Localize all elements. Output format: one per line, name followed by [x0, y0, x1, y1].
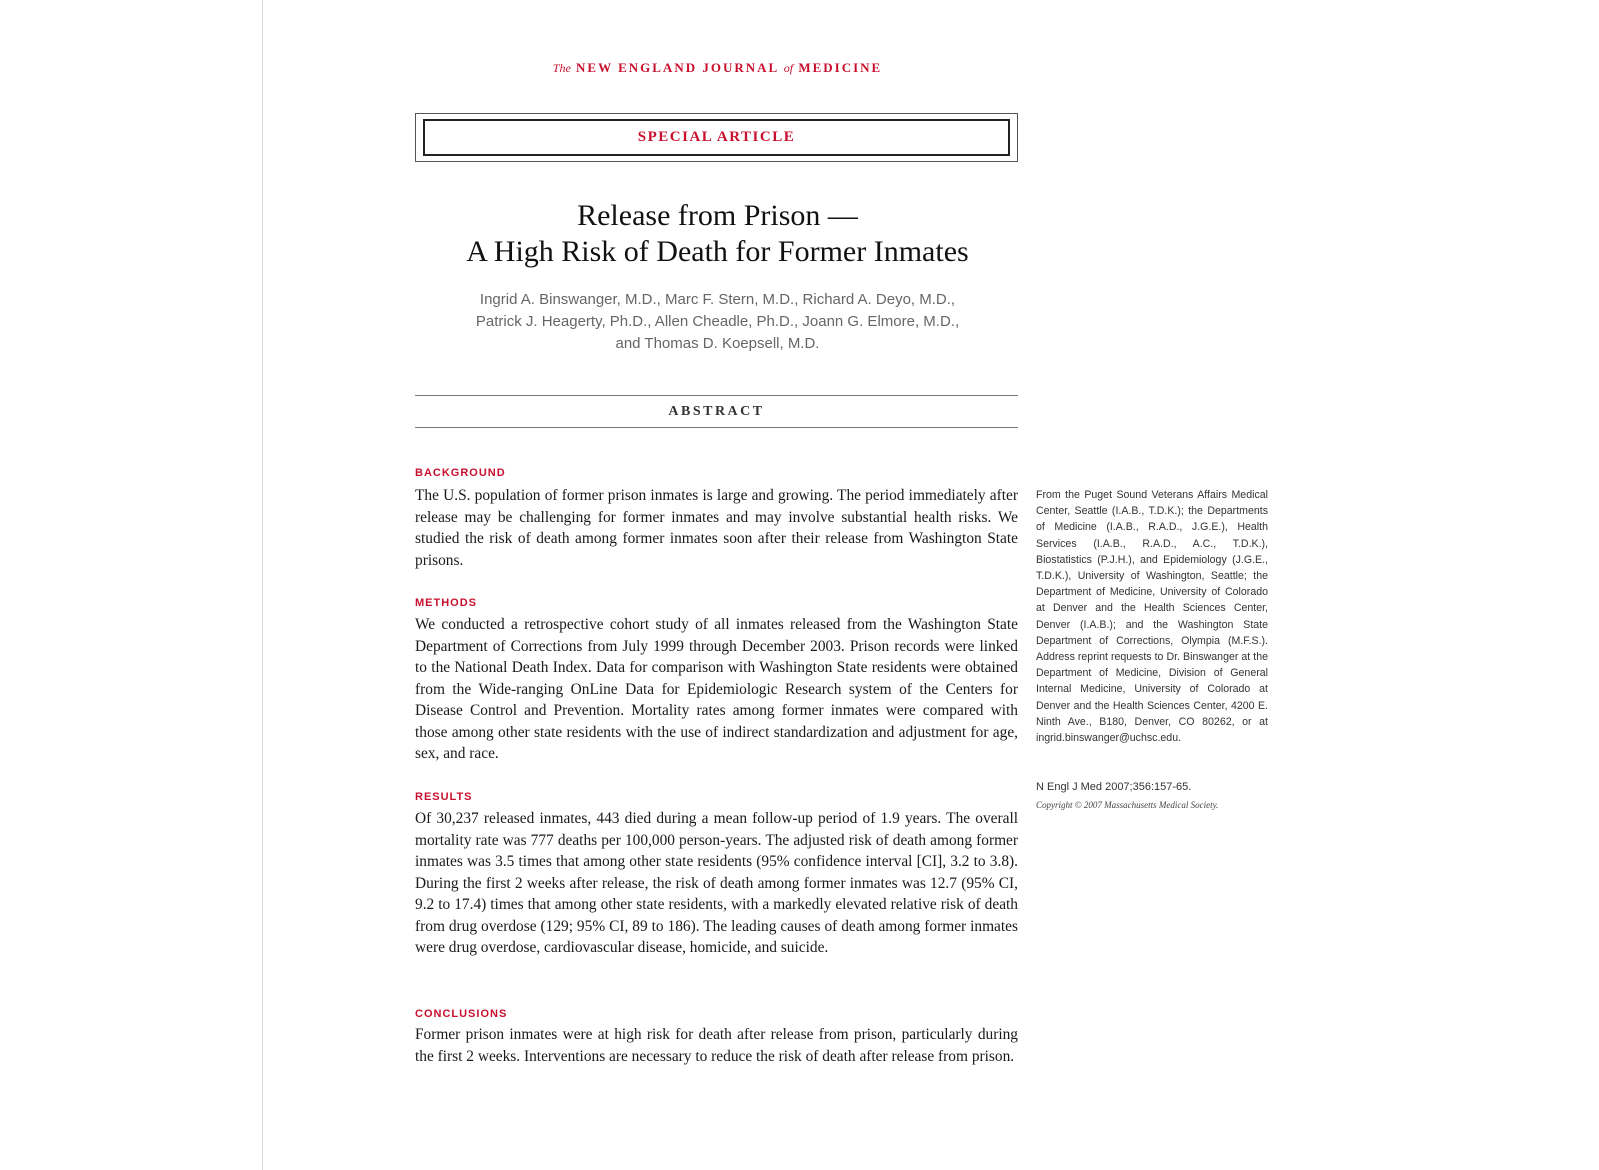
background-text: The U.S. population of former prison inmates is large and growing. The period immediately after release may be challenging for former inmates and may involve substantial health risks. We studied the risk of death among former inmates soon after their release from Washington State prisons.	[415, 487, 1018, 569]
article-title-line1: Release from Prison —	[577, 199, 858, 232]
results-heading: RESULTS	[415, 791, 473, 803]
copyright-notice: Copyright © 2007 Massachusetts Medical Society.	[1036, 800, 1219, 810]
conclusions-heading: CONCLUSIONS	[415, 1008, 508, 1020]
journal-name-part2: MEDICINE	[798, 60, 883, 75]
article-title	[415, 198, 1020, 270]
methods-heading: METHODS	[415, 597, 477, 609]
journal-prefix: The	[552, 61, 571, 75]
conclusions-text: Former prison inmates were at high risk for death after release from prison, particularly during the first 2 weeks. Interventions are necessary to reduce the risk of death after release from prison.	[415, 1026, 1018, 1065]
author-affiliations: From the Puget Sound Veterans Affairs Medical Center, Seattle (I.A.B., T.D.K.); the Departments of Medicine (I.A.B., R.A.D., J.G.E.), Health Services (I.A.B., R.A.D., A.C., T.D.K.), Biostatistics (P.J.H.), and Epidemiology (J.G.E., T.D.K.), University of Washington, Seattle; the Department of Medicine, University of Colorado at Denver and the Health Sciences Center, Denver (I.A.B.); and the Washington State Department of Corrections, Olympia (M.F.S.). Address reprint requests to Dr. Binswanger at the Department of Medicine, Division of General Internal Medicine, University of Colorado at Denver and the Health Sciences Center, 4200 E. Ninth Ave., B180, Denver, CO 80262, or at ingrid.binswanger@uchsc.edu.	[1036, 489, 1268, 745]
abstract-bottom-rule	[415, 427, 1018, 428]
journal-masthead	[415, 60, 1020, 76]
results-text: Of 30,237 released inmates, 443 died during a mean follow-up period of 1.9 years. The overall mortality rate was 777 deaths per 100,000 person-years. The adjusted risk of death among former inmates was 3.5 times that among other state residents (95% confidence interval [CI], 3.2 to 3.8). During the first 2 weeks after release, the risk of death among former inmates was 12.7 (95% CI, 9.2 to 17.4) times that among other state residents, with a markedly elevated relative risk of death from drug overdose (129; 95% CI, 89 to 186). The leading causes of death among former inmates were drug overdose, cardiovascular disease, homicide, and suicide.	[415, 810, 1018, 956]
author-list	[415, 289, 1020, 355]
author-line3: and Thomas D. Koepsell, M.D.	[615, 335, 820, 352]
article-title-line2: A High Risk of Death for Former Inmates	[466, 235, 969, 268]
journal-of: of	[783, 61, 794, 75]
abstract-heading: ABSTRACT	[668, 404, 765, 419]
article-type-label: SPECIAL ARTICLE	[423, 119, 1010, 156]
background-heading: BACKGROUND	[415, 467, 506, 479]
methods-text: We conducted a retrospective cohort study of all inmates released from the Washington State Department of Corrections from July 1999 through December 2003. Prison records were linked to the National Death Index. Data for comparison with Washington State residents were obtained from the Wide-ranging OnLine Data for Epidemiologic Research system of the Centers for Disease Control and Prevention. Mortality rates among former inmates were compared with those among other state residents with the use of indirect standardization and adjustment for age, sex, and race.	[415, 616, 1018, 762]
author-line2: Patrick J. Heagerty, Ph.D., Allen Cheadle, Ph.D., Joann G. Elmore, M.D.,	[475, 313, 960, 330]
abstract-top-rule	[415, 395, 1018, 396]
article-type-box	[415, 113, 1018, 162]
page-edge-divider	[262, 0, 263, 1170]
author-line1: Ingrid A. Binswanger, M.D., Marc F. Stern, M.D., Richard A. Deyo, M.D.,	[479, 291, 956, 308]
journal-name-part1: NEW ENGLAND JOURNAL	[576, 60, 779, 75]
journal-citation: N Engl J Med 2007;356:157-65.	[1036, 781, 1192, 793]
